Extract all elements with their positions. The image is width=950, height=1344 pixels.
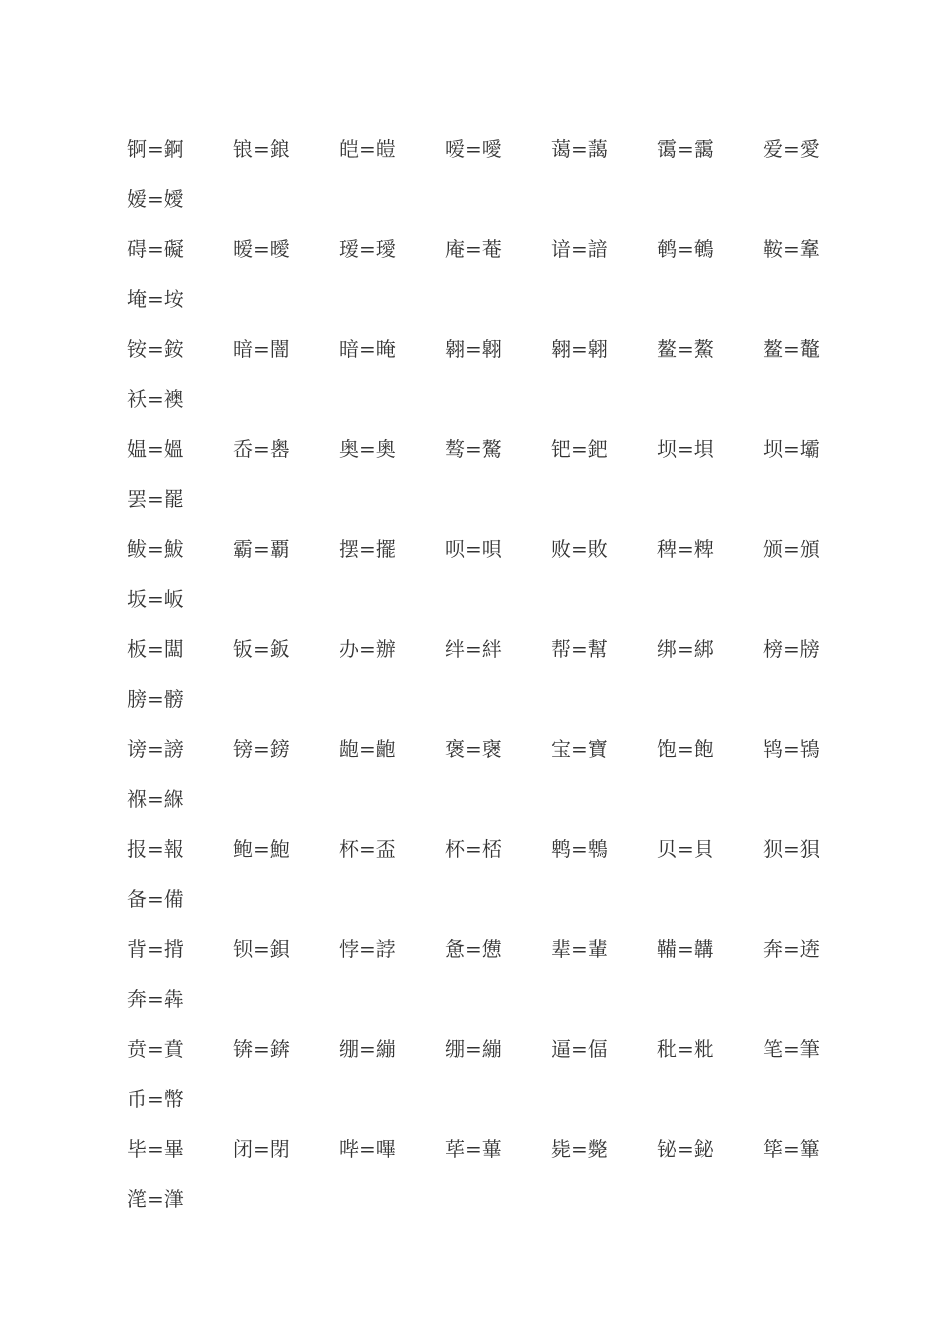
character-pair: 鳌=鰲 — [657, 337, 714, 361]
character-pair: 筚=篳 — [763, 1137, 820, 1161]
character-pair: 翱=翺 — [445, 337, 502, 361]
character-pair: 绊=絆 — [445, 637, 502, 661]
character-pair: 逼=偪 — [551, 1037, 608, 1061]
character-pair: 鞍=鞌 — [763, 237, 820, 261]
character-pair: 哔=嗶 — [339, 1137, 396, 1161]
character-pair: 鲅=鮁 — [127, 537, 184, 561]
character-pair: 暗=晻 — [339, 337, 396, 361]
character-pair: 罢=罷 — [127, 487, 184, 511]
character-pair: 宝=寶 — [551, 737, 608, 761]
character-pair: 败=敗 — [551, 537, 608, 561]
character-pair: 榜=牓 — [763, 637, 820, 661]
character-pair: 钯=鈀 — [551, 437, 608, 461]
character-pair: 杯=盃 — [339, 837, 396, 861]
character-pair: 狈=狽 — [763, 837, 820, 861]
character-pair: 板=闆 — [127, 637, 184, 661]
character-pair: 绷=繃 — [445, 1037, 502, 1061]
character-pair: 鳌=鼇 — [763, 337, 820, 361]
character-pair: 龅=齙 — [339, 737, 396, 761]
character-pair: 办=辦 — [339, 637, 396, 661]
character-pair: 岙=嶴 — [233, 437, 290, 461]
character-pair: 瑷=璦 — [339, 237, 396, 261]
character-pair: 锒=鋃 — [233, 137, 290, 161]
character-pair: 谙=諳 — [551, 237, 608, 261]
character-pair: 荜=蓽 — [445, 1137, 502, 1161]
character-pair: 背=揹 — [127, 937, 184, 961]
character-pair: 毙=斃 — [551, 1137, 608, 1161]
character-pair: 帮=幫 — [551, 637, 608, 661]
character-pair: 骜=驁 — [445, 437, 502, 461]
character-pair: 褒=襃 — [445, 737, 502, 761]
character-pair: 钣=鈑 — [233, 637, 290, 661]
character-pair: 颁=頒 — [763, 537, 820, 561]
character-pair: 辈=輩 — [551, 937, 608, 961]
character-pair: 霸=覇 — [233, 537, 290, 561]
character-pair: 坝=壩 — [763, 437, 820, 461]
character-pair: 暧=曖 — [233, 237, 290, 261]
character-pair: 鹌=鵪 — [657, 237, 714, 261]
character-pair: 媪=媼 — [127, 437, 184, 461]
character-pair: 鲍=鮑 — [233, 837, 290, 861]
character-pair: 鞴=韝 — [657, 937, 714, 961]
character-pair: 饱=飽 — [657, 737, 714, 761]
character-pair: 币=幣 — [127, 1087, 184, 1111]
character-pair: 碍=礙 — [127, 237, 184, 261]
character-pair: 霭=靄 — [657, 137, 714, 161]
character-pair: 鸨=鴇 — [763, 737, 820, 761]
character-pair: 呗=唄 — [445, 537, 502, 561]
character-pair: 坂=岅 — [127, 587, 184, 611]
character-pair: 奔=犇 — [127, 987, 184, 1011]
character-pair: 埯=垵 — [127, 287, 184, 311]
character-pair: 毕=畢 — [127, 1137, 184, 1161]
character-pair: 稗=粺 — [657, 537, 714, 561]
character-pair: 铋=鉍 — [657, 1137, 714, 1161]
character-pair: 皑=皚 — [339, 137, 396, 161]
character-pair-list — [127, 124, 847, 1224]
character-pair: 秕=粃 — [657, 1037, 714, 1061]
character-pair: 杯=桮 — [445, 837, 502, 861]
character-pair: 摆=擺 — [339, 537, 396, 561]
character-pair: 褓=緥 — [127, 787, 184, 811]
character-pair: 滗=潷 — [127, 1187, 184, 1211]
character-pair: 奔=逩 — [763, 937, 820, 961]
character-pair: 贲=賁 — [127, 1037, 184, 1061]
character-pair: 镑=鎊 — [233, 737, 290, 761]
character-pair: 钡=鋇 — [233, 937, 290, 961]
character-pair: 锕=錒 — [127, 137, 184, 161]
character-pair: 嫒=嬡 — [127, 187, 184, 211]
character-pair: 绑=綁 — [657, 637, 714, 661]
character-pair: 奥=奧 — [339, 437, 396, 461]
character-pair: 嗳=噯 — [445, 137, 502, 161]
character-pair: 贝=貝 — [657, 837, 714, 861]
character-pair: 惫=憊 — [445, 937, 502, 961]
character-pair: 笔=筆 — [763, 1037, 820, 1061]
character-pair: 蔼=藹 — [551, 137, 608, 161]
character-pair: 报=報 — [127, 837, 184, 861]
character-pair: 鹎=鵯 — [551, 837, 608, 861]
character-pair: 翱=翶 — [551, 337, 608, 361]
character-pair: 膀=髈 — [127, 687, 184, 711]
character-pair: 袄=襖 — [127, 387, 184, 411]
character-pair: 锛=錛 — [233, 1037, 290, 1061]
character-pair: 坝=垻 — [657, 437, 714, 461]
character-pair: 备=備 — [127, 887, 184, 911]
character-pair: 闭=閉 — [233, 1137, 290, 1161]
character-pair: 铵=銨 — [127, 337, 184, 361]
character-pair: 爱=愛 — [763, 137, 820, 161]
character-pair: 谤=謗 — [127, 737, 184, 761]
character-pair: 悖=誖 — [339, 937, 396, 961]
character-pair: 绷=繃 — [339, 1037, 396, 1061]
character-pair: 暗=闇 — [233, 337, 290, 361]
character-pair: 庵=菴 — [445, 237, 502, 261]
